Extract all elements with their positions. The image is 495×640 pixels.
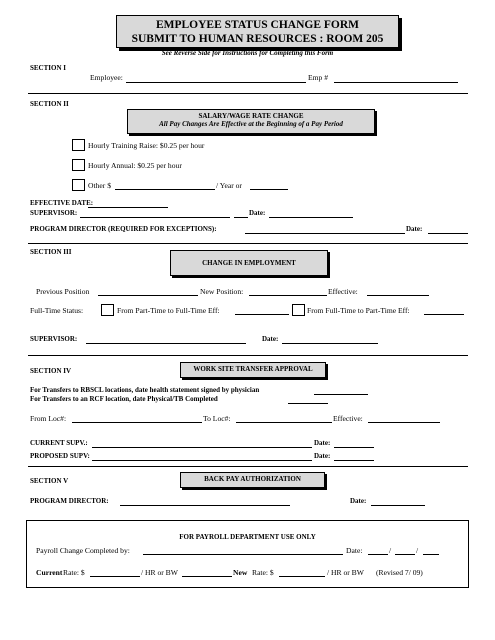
effective-label: Effective: (328, 287, 358, 296)
supervisor-3-date-label: Date: (262, 335, 279, 343)
program-director-exception-field[interactable] (245, 233, 405, 234)
program-director-exception-label: PROGRAM DIRECTOR (REQUIRED FOR EXCEPTIONS): (30, 225, 217, 233)
proposed-supv-field[interactable] (92, 460, 312, 461)
annual-raise-checkbox[interactable] (72, 159, 85, 171)
supervisor-date-lead-line (234, 217, 248, 218)
payroll-date-month-field[interactable] (368, 554, 388, 555)
supervisor-date-label: Date: (249, 209, 266, 217)
transfer-effective-label: Effective: (333, 414, 363, 423)
section-4-label: SECTION IV (30, 367, 72, 375)
previous-position-field[interactable] (98, 295, 198, 296)
salary-change-box (127, 109, 375, 134)
pt-to-ft-date-field[interactable] (235, 314, 289, 315)
training-raise-checkbox[interactable] (72, 139, 85, 151)
section-2-label: SECTION II (30, 100, 69, 108)
ft-to-pt-date-field[interactable] (424, 314, 464, 315)
supervisor-3-field[interactable] (86, 343, 246, 344)
change-employment-title: CHANGE IN EMPLOYMENT (202, 259, 296, 267)
supervisor-3-date-field[interactable] (282, 343, 378, 344)
current-rate-unit-line (182, 576, 232, 577)
new-rate-bold: New (233, 568, 248, 577)
form-subtitle-room: SUBMIT TO HUMAN RESOURCES : ROOM 205 (131, 33, 384, 45)
to-loc-label: To Loc#: (203, 414, 231, 423)
effective-date-field[interactable] (88, 207, 168, 208)
supervisor-3-label: SUPERVISOR: (30, 335, 78, 343)
other-hourly-field[interactable] (250, 189, 288, 190)
section-divider (28, 93, 468, 94)
rbscl-transfer-label: For Transfers to RBSCL locations, date health statement signed by physician (30, 386, 260, 394)
fulltime-status-label: Full-Time Status: (30, 306, 84, 315)
payroll-completed-field[interactable] (143, 554, 343, 555)
salary-box-title: SALARY/WAGE RATE CHANGE (198, 112, 304, 120)
payroll-date-slash-1: / (389, 546, 392, 555)
current-supv-label: CURRENT SUPV.: (30, 439, 88, 447)
supervisor-field[interactable] (80, 217, 230, 218)
rbscl-date-field[interactable] (314, 394, 368, 395)
instructions-note: See Reverse Side for Instructions for Completing this Form (161, 49, 334, 57)
program-director-label: PROGRAM DIRECTOR: (30, 497, 109, 505)
new-rate-field[interactable] (279, 576, 325, 577)
payroll-date-slash-2: / (416, 546, 419, 555)
supervisor-date-field[interactable] (269, 217, 353, 218)
current-rate-bold: Current (36, 568, 63, 577)
back-pay-title: BACK PAY AUTHORIZATION (204, 475, 301, 483)
emp-number-field[interactable] (334, 82, 458, 83)
work-site-transfer-title: WORK SITE TRANSFER APPROVAL (193, 365, 313, 373)
section-divider (28, 243, 468, 244)
section-divider (28, 355, 468, 356)
proposed-supv-date-label: Date: (314, 452, 331, 460)
other-raise-label: Other $ (88, 181, 111, 190)
other-raise-checkbox[interactable] (72, 179, 85, 191)
current-supv-date-field[interactable] (334, 447, 374, 448)
payroll-date-label: Date: (346, 546, 363, 555)
other-amount-field[interactable] (115, 189, 215, 190)
ft-to-pt-checkbox[interactable] (292, 304, 305, 316)
proposed-supv-label: PROPOSED SUPV: (30, 452, 90, 460)
program-director-field[interactable] (120, 505, 290, 506)
emp-number-label: Emp # (308, 73, 329, 82)
payroll-completed-label: Payroll Change Completed by: (36, 546, 130, 555)
employee-field[interactable] (126, 82, 306, 83)
rcf-transfer-label: For Transfers to an RCF location, date Physical/TB Completed (30, 395, 218, 403)
change-employment-box (170, 250, 328, 276)
from-loc-label: From Loc#: (30, 414, 67, 423)
effective-date-label: EFFECTIVE DATE: (30, 199, 94, 207)
section-1-label: SECTION I (30, 64, 66, 72)
new-position-label: New Position: (200, 287, 244, 296)
year-or-label: / Year or (216, 181, 242, 190)
current-supv-date-label: Date: (314, 439, 331, 447)
annual-raise-label: Hourly Annual: $0.25 per hour (88, 161, 182, 170)
new-rate-label: Rate: $ (252, 568, 274, 577)
revised-note: (Revised 7/ 09) (376, 568, 423, 577)
program-director-5-date-label: Date: (350, 497, 367, 505)
new-position-field[interactable] (249, 295, 327, 296)
transfer-effective-field[interactable] (368, 422, 440, 423)
employee-label: Employee: (90, 73, 123, 82)
payroll-date-year-field[interactable] (423, 554, 439, 555)
program-director-date-field[interactable] (428, 233, 468, 234)
proposed-supv-date-field[interactable] (334, 460, 374, 461)
salary-box-subtitle: All Pay Changes Are Effective at the Beginning of a Pay Period (159, 120, 343, 128)
current-rate-unit: / HR or BW (141, 568, 178, 577)
to-loc-field[interactable] (236, 422, 332, 423)
from-loc-field[interactable] (72, 422, 202, 423)
pt-to-ft-label: From Part-Time to Full-Time Eff: (117, 306, 220, 315)
payroll-title: FOR PAYROLL DEPARTMENT USE ONLY (179, 533, 316, 541)
back-pay-box (180, 472, 325, 488)
form-title: EMPLOYEE STATUS CHANGE FORM (155, 19, 360, 31)
new-rate-unit: / HR or BW (327, 568, 364, 577)
section-3-label: SECTION III (30, 248, 72, 256)
section-5-label: SECTION V (30, 477, 69, 485)
program-director-5-date-field[interactable] (371, 505, 425, 506)
supervisor-label: SUPERVISOR: (30, 209, 78, 217)
effective-field[interactable] (367, 295, 429, 296)
current-rate-label: Rate: $ (63, 568, 85, 577)
payroll-date-day-field[interactable] (395, 554, 415, 555)
section-divider (28, 466, 468, 467)
pt-to-ft-checkbox[interactable] (101, 304, 114, 316)
previous-position-label: Previous Position (36, 287, 90, 296)
work-site-transfer-box (180, 362, 326, 378)
form-title-box (116, 15, 399, 48)
training-raise-label: Hourly Training Raise: $0.25 per hour (88, 141, 205, 150)
current-supv-field[interactable] (92, 447, 312, 448)
program-director-date-label: Date: (406, 225, 423, 233)
rcf-date-field[interactable] (288, 403, 328, 404)
current-rate-field[interactable] (90, 576, 140, 577)
ft-to-pt-label: From Full-Time to Part-Time Eff: (307, 306, 410, 315)
